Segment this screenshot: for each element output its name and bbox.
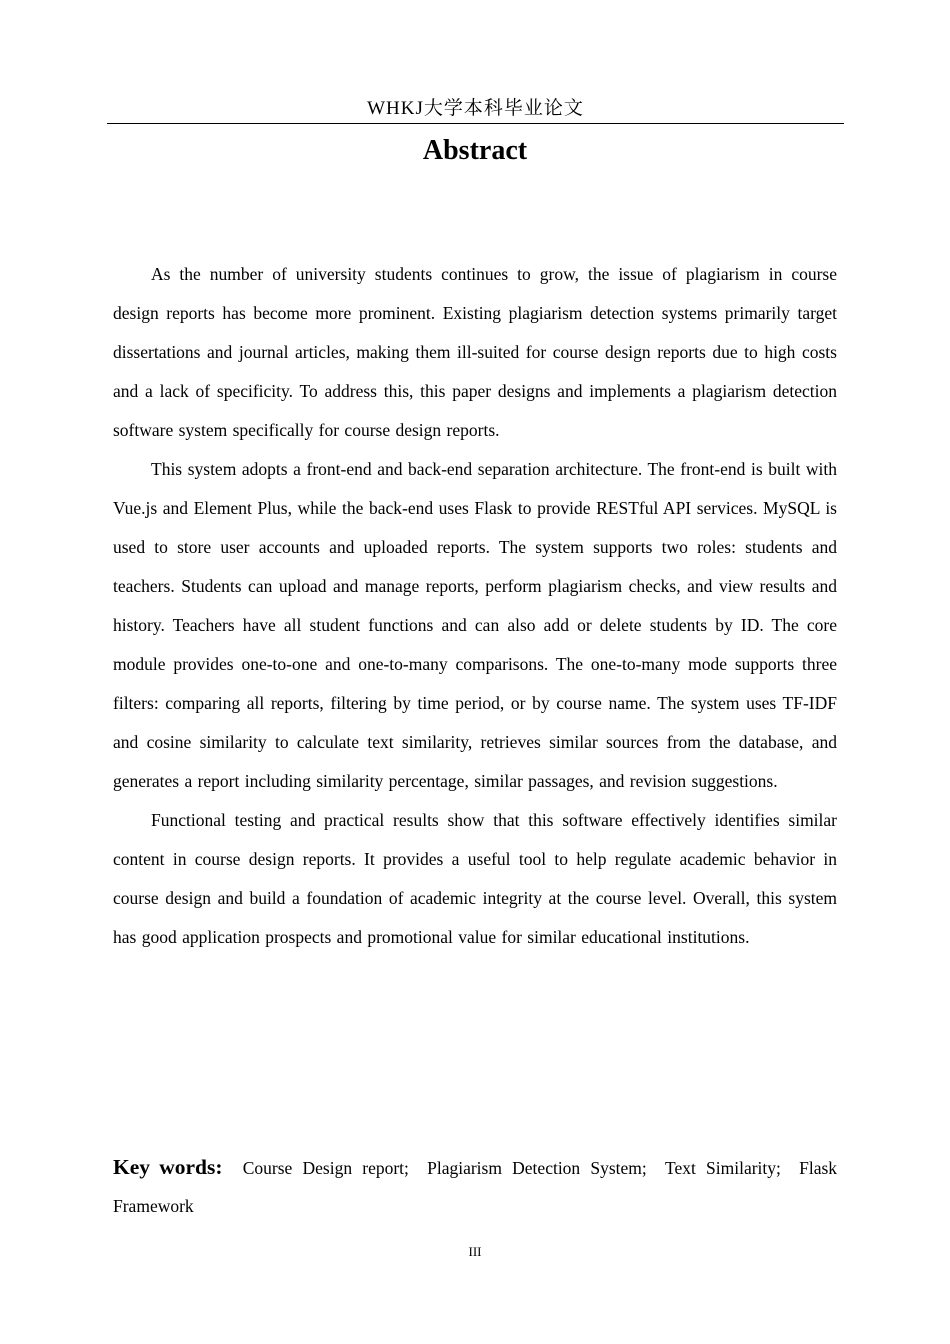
page-number: III xyxy=(468,1244,482,1259)
keywords-label: Key words: xyxy=(113,1155,223,1179)
abstract-paragraph-2: This system adopts a front-end and back-end separation architecture. The front-end is built with Vue.js and Element Plus, while the back-end uses Flask to provide RESTful API services. MySQL is used to store user accounts and uploaded reports. The system supports two roles: students and teachers. Students can upload and manage reports, perform plagiarism checks, and view results and history. Teachers have all student functions and can also add or delete students by ID. The core module provides one-to-one and one-to-many comparisons. The one-to-many mode supports three filters: comparing all reports, filtering by time period, or by course name. The system uses TF-IDF and cosine similarity to calculate text similarity, retrieves similar sources from the database, and generates a report including similarity percentage, similar passages, and revision suggestions. xyxy=(113,459,837,791)
page-header xyxy=(107,96,844,122)
keywords-section xyxy=(113,1148,837,1225)
page-title: Abstract xyxy=(422,135,528,166)
abstract-body xyxy=(113,255,837,957)
keyword-item: Plagiarism Detection System; xyxy=(427,1158,647,1178)
header-divider xyxy=(107,123,844,124)
keyword-item: Course Design report; xyxy=(242,1158,409,1178)
keyword-item: Text Similarity; xyxy=(664,1158,781,1178)
header-title: WHKJ大学本科毕业论文 xyxy=(367,98,584,119)
abstract-paragraph-3: Functional testing and practical results show that this software effectively identifies similar content in course design reports. It provides a useful tool to help regulate academic behavior in course design and build a foundation of academic integrity at the course level. Overall, this system has good application prospects and promotional value for similar educational institutions. xyxy=(113,810,837,947)
abstract-paragraph-1: As the number of university students continues to grow, the issue of plagiarism in course design reports has become more prominent. Existing plagiarism detection systems primarily target dissertations and journal articles, making them ill-suited for course design reports due to high costs and a lack of specificity. To address this, this paper designs and implements a plagiarism detection software system specifically for course design reports. xyxy=(113,264,837,440)
keyword-item: Flask Framework xyxy=(113,1158,838,1216)
